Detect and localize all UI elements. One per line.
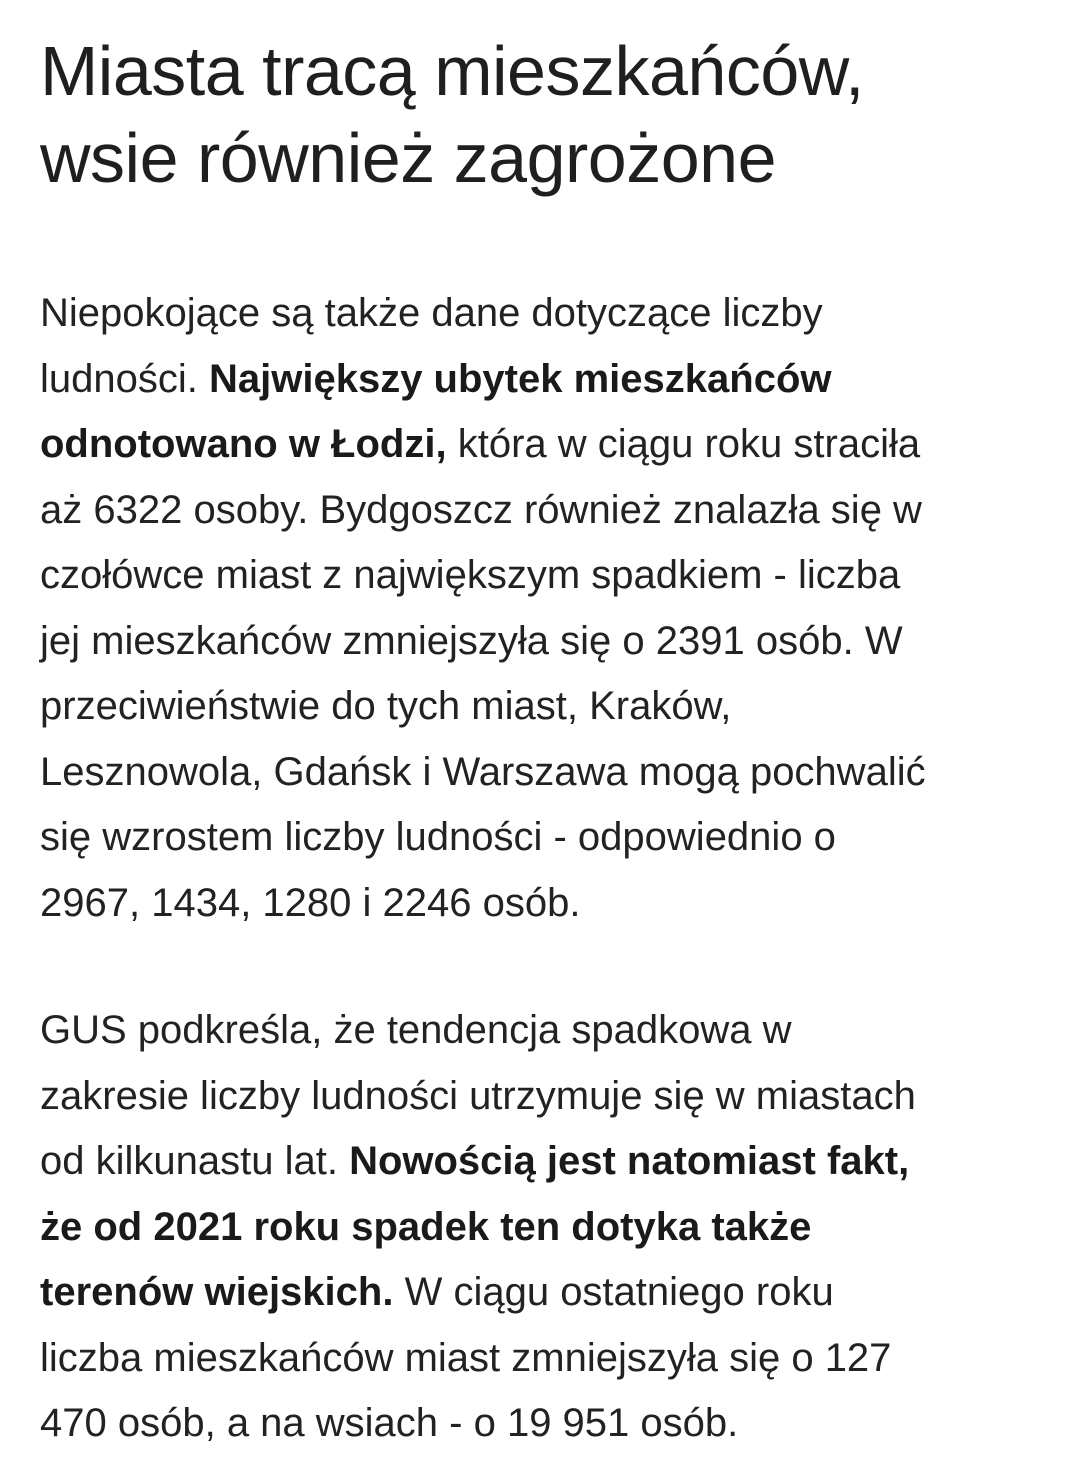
paragraph-line: czołówce miast z największym spadkiem - liczba <box>40 553 901 597</box>
plain-text: od kilkunastu lat. <box>40 1139 350 1183</box>
paragraph-line <box>40 1129 916 1195</box>
paragraph-line: jej mieszkańców zmniejszyła się o 2391 osób. W <box>40 618 903 663</box>
bold-text: odnotowano w Łodzi, <box>40 422 447 466</box>
headline-line: wsie również zagrożone <box>40 119 777 197</box>
paragraph-line: 2967, 1434, 1280 i 2246 osób. <box>40 880 581 925</box>
paragraph-line: Niepokojące są także dane dotyczące liczby <box>40 291 823 335</box>
paragraph-line: 470 osób, a na wsiach - o 19 951 osób. <box>40 1401 739 1445</box>
paragraph-line: liczba mieszkańców miast zmniejszyła się o 127 <box>40 1335 892 1380</box>
bold-text: terenów wiejskich. <box>40 1270 394 1314</box>
paragraph-line: GUS podkreśla, że tendencja spadkowa w <box>40 1008 792 1052</box>
plain-text: która w ciągu roku straciła <box>446 422 921 466</box>
paragraph-line: się wzrostem liczby ludności - odpowiednio o <box>40 815 836 859</box>
paragraph-line <box>40 1195 916 1261</box>
paragraph-line <box>40 412 926 478</box>
plain-text: W ciągu ostatniego roku <box>393 1270 834 1314</box>
paragraph-line: zakresie liczby ludności utrzymuje się w miastach <box>40 1073 916 1118</box>
bold-text: Nowością jest natomiast fakt, <box>349 1139 910 1183</box>
paragraph-gus <box>40 998 916 1457</box>
article <box>40 28 1050 1445</box>
paragraph-line <box>40 1260 916 1326</box>
headline-line: Miasta tracą mieszkańców, <box>40 32 864 110</box>
paragraph-line: aż 6322 osoby. Bydgoszcz również znalazła się w <box>40 487 922 532</box>
plain-text: ludności. <box>40 356 209 401</box>
paragraph-line: przeciwieństwie do tych miast, Kraków, <box>40 684 732 728</box>
paragraph-line <box>40 347 926 413</box>
headline <box>40 28 1050 202</box>
paragraph-line: Lesznowola, Gdańsk i Warszawa mogą pochwalić <box>40 749 926 794</box>
bold-text: że od 2021 roku spadek ten dotyka także <box>40 1204 812 1249</box>
bold-text: Największy ubytek mieszkańców <box>208 356 832 401</box>
paragraph-population <box>40 281 926 936</box>
